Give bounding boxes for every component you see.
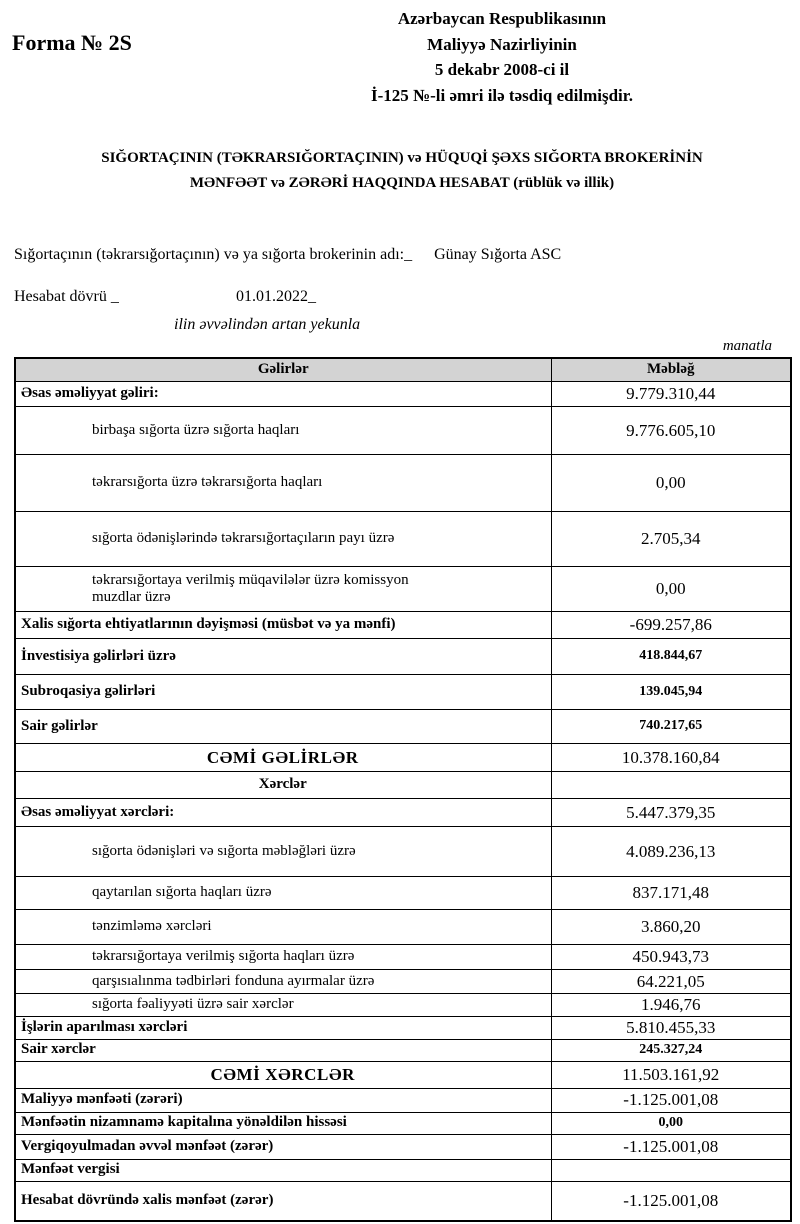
row-label: sığorta ödənişləri və sığorta məbləğləri üzrə xyxy=(15,827,551,877)
table-row xyxy=(15,1134,791,1159)
row-value: 0,00 xyxy=(551,567,791,612)
table-row xyxy=(15,710,791,744)
row-value: 0,00 xyxy=(551,455,791,512)
column-header-amount: Məbləğ xyxy=(551,358,791,382)
row-label: təkrarsığortaya verilmiş sığorta haqları üzrə xyxy=(15,945,551,970)
row-value: -1.125.001,08 xyxy=(551,1181,791,1221)
approval-line: Azərbaycan Respublikasının xyxy=(397,9,607,28)
table-row xyxy=(15,1016,791,1039)
row-value: 5.810.455,33 xyxy=(551,1016,791,1039)
table-row-total-incomes xyxy=(15,744,791,772)
report-period-row xyxy=(14,288,790,306)
table-header-row xyxy=(15,358,791,382)
row-label: sığorta ödənişlərində təkrarsığortaçıların payı üzrə xyxy=(15,512,551,567)
column-header-incomes: Gəlirlər xyxy=(15,358,551,382)
table-row xyxy=(15,1088,791,1112)
row-value: -1.125.001,08 xyxy=(551,1134,791,1159)
row-value: -699.257,86 xyxy=(551,612,791,639)
row-label: Xərclər xyxy=(15,772,551,799)
row-label: birbaşa sığorta üzrə sığorta haqları xyxy=(15,407,551,455)
insurer-name-label: Sığortaçının (təkrarsığortaçının) və ya sığorta brokerinin adı:_ xyxy=(14,245,413,263)
table-row xyxy=(15,877,791,910)
approval-line: İ-125 №-li əmri ilə təsdiq edilmişdir. xyxy=(371,85,633,105)
report-title xyxy=(14,146,790,196)
row-label: Subroqasiya gəlirləri xyxy=(15,675,551,710)
table-row xyxy=(15,512,791,567)
row-value: 0,00 xyxy=(551,1112,791,1134)
table-row xyxy=(15,1112,791,1134)
row-value: 3.860,20 xyxy=(551,910,791,945)
row-label: Maliyyə mənfəəti (zərəri) xyxy=(15,1088,551,1112)
table-row xyxy=(15,910,791,945)
row-label: tənzimləmə xərcləri xyxy=(15,910,551,945)
table-row xyxy=(15,1181,791,1221)
report-period-label: Hesabat dövrü _ xyxy=(14,287,119,305)
report-table xyxy=(14,357,792,1223)
report-title-line2: MƏNFƏƏT və ZƏRƏRİ HAQQINDA HESABAT (rüblük və illik) xyxy=(189,174,615,191)
row-value: 418.844,67 xyxy=(551,639,791,675)
table-row xyxy=(15,612,791,639)
table-row-total-expenses xyxy=(15,1061,791,1088)
row-label: təkrarsığortaya verilmiş müqavilələr üzrə komissyon muzdlar üzrə xyxy=(15,567,551,612)
report-title-line1: SIĞORTAÇININ (TƏKRARSIĞORTAÇININ) və HÜQUQİ ŞƏXS SIĞORTA BROKERİNİN xyxy=(101,150,703,166)
row-label: Hesabat dövründə xalis mənfəət (zərər) xyxy=(15,1181,551,1221)
row-value: 450.943,73 xyxy=(551,945,791,970)
row-label: CƏMİ XƏRCLƏR xyxy=(15,1061,551,1088)
row-value: 5.447.379,35 xyxy=(551,799,791,827)
row-label: Əsas əməliyyat gəliri: xyxy=(15,382,551,407)
insurer-name-value: Günay Sığorta ASC xyxy=(434,245,562,263)
row-label: sığorta fəaliyyəti üzrə sair xərclər xyxy=(15,994,551,1017)
row-value: 139.045,94 xyxy=(551,675,791,710)
approval-line: Maliyyə Nazirliyinin xyxy=(427,34,577,54)
currency-note: manatla xyxy=(722,337,772,354)
report-period-value: 01.01.2022_ xyxy=(236,287,316,305)
table-row xyxy=(15,827,791,877)
table-row xyxy=(15,567,791,612)
row-label: Mənfəət vergisi xyxy=(15,1159,551,1181)
row-label: Sair gəlirlər xyxy=(15,710,551,744)
row-value: 1.946,76 xyxy=(551,994,791,1017)
row-label: Əsas əməliyyat xərcləri: xyxy=(15,799,551,827)
row-label: İnvestisiya gəlirləri üzrə xyxy=(15,639,551,675)
row-label: Sair xərclər xyxy=(15,1039,551,1061)
row-value: 11.503.161,92 xyxy=(551,1061,791,1088)
row-label: Vergiqoyulmadan əvvəl mənfəət (zərər) xyxy=(15,1134,551,1159)
table-row xyxy=(15,675,791,710)
row-value: 64.221,05 xyxy=(551,970,791,994)
table-row xyxy=(15,970,791,994)
table-row xyxy=(15,639,791,675)
form-fields xyxy=(14,246,790,355)
row-value: 2.705,34 xyxy=(551,512,791,567)
row-value: 9.779.310,44 xyxy=(551,382,791,407)
row-value: 9.776.605,10 xyxy=(551,407,791,455)
row-value xyxy=(551,1159,791,1181)
table-row xyxy=(15,407,791,455)
table-row xyxy=(15,799,791,827)
row-value: 837.171,48 xyxy=(551,877,791,910)
row-label: Xalis sığorta ehtiyatlarının dəyişməsi (müsbət və ya mənfi) xyxy=(15,612,551,639)
table-row xyxy=(15,382,791,407)
row-label: qaytarılan sığorta haqları üzrə xyxy=(15,877,551,910)
row-value: 245.327,24 xyxy=(551,1039,791,1061)
table-row xyxy=(15,455,791,512)
table-row-expenses-section xyxy=(15,772,791,799)
table-row xyxy=(15,1159,791,1181)
row-value: 10.378.160,84 xyxy=(551,744,791,772)
approval-block xyxy=(287,0,717,108)
cumulative-note: ilin əvvəlindən artan yekunla xyxy=(174,315,361,333)
row-value xyxy=(551,772,791,799)
row-value: 4.089.236,13 xyxy=(551,827,791,877)
table-row xyxy=(15,994,791,1017)
row-label: təkrarsığorta üzrə təkrarsığorta haqları xyxy=(15,455,551,512)
insurer-name-row xyxy=(14,246,790,264)
row-label: qarşısıalınma tədbirləri fonduna ayırmalar üzrə xyxy=(15,970,551,994)
table-row xyxy=(15,945,791,970)
row-value: 740.217,65 xyxy=(551,710,791,744)
row-label: Mənfəətin nizamnamə kapitalına yönəldilən hissəsi xyxy=(15,1112,551,1134)
row-label: CƏMİ GƏLİRLƏR xyxy=(15,744,551,772)
row-label: İşlərin aparılması xərcləri xyxy=(15,1016,551,1039)
form-number: Forma № 2S xyxy=(12,30,132,55)
row-value: -1.125.001,08 xyxy=(551,1088,791,1112)
table-row xyxy=(15,1039,791,1061)
approval-line: 5 dekabr 2008-ci il xyxy=(434,60,570,79)
